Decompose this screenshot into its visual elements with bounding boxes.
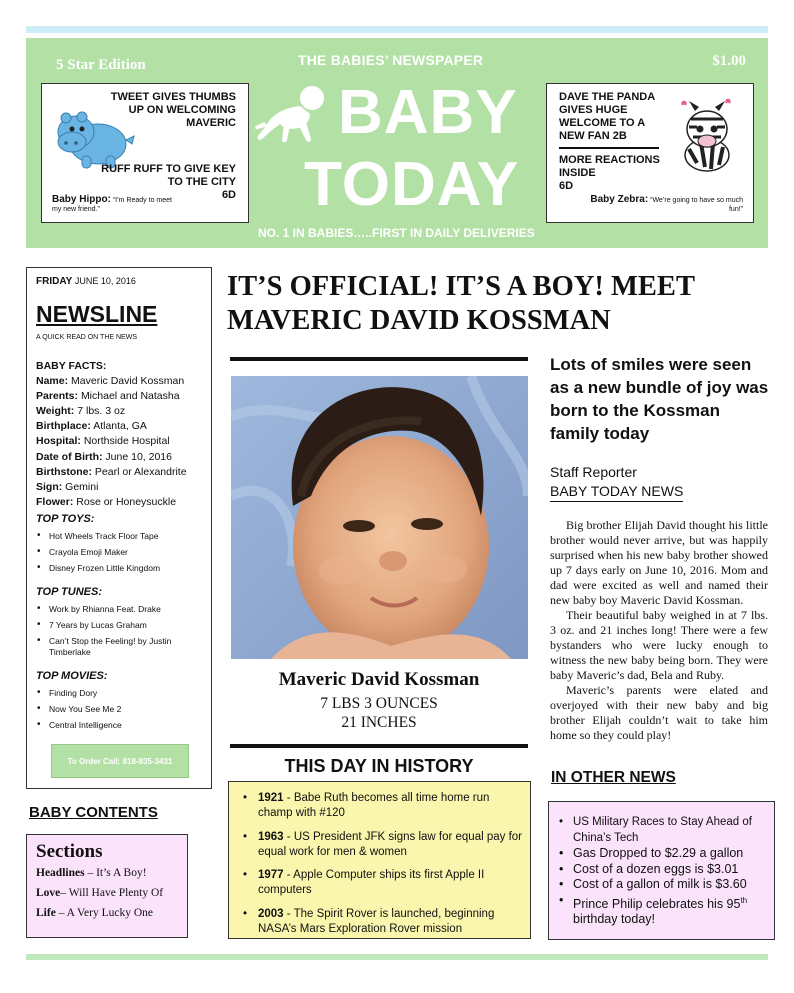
- dateline: FRIDAY JUNE 10, 2016: [36, 276, 136, 287]
- fact-row: Sign: Gemini: [36, 480, 99, 493]
- divider: [230, 744, 528, 748]
- promo-box-zebra[interactable]: [546, 83, 754, 223]
- other-news-list: [559, 815, 771, 928]
- promo-page-ref: 6D: [559, 180, 574, 192]
- baby-contents-title: BABY CONTENTS: [29, 804, 158, 821]
- price-label: $1.00: [712, 53, 746, 69]
- list-item: • Central Intelligence: [36, 720, 206, 731]
- baby-photo: [231, 376, 528, 659]
- story-paragraph: Their beautiful baby weighed in at 7 lbs. 3 oz. and 21 inches long! There were a few bystanders who were lucky enough to witness the new baby being born. They were baby Maveric’s dad, Bela and Ruby.: [550, 608, 768, 682]
- promo-headline: RUFF RUFF TO GIVE KEY TO THE CITY 6D: [86, 163, 236, 202]
- promo-headline: TWEET GIVES THUMBS UP ON WELCOMING MAVERIC: [110, 91, 236, 129]
- list-item: • Disney Frozen Little Kingdom: [36, 563, 206, 574]
- history-item: • 1921 - Babe Ruth becomes all time home run champ with #120: [243, 791, 523, 821]
- sections-title: Sections: [36, 841, 103, 862]
- top-toys-title: TOP TOYS:: [36, 513, 95, 525]
- byline-role: Staff Reporter: [550, 464, 637, 480]
- promo-caption: Baby Hippo: “I’m Ready to meet my new friend.”: [52, 194, 172, 213]
- list-item: • Work by Rhianna Feat. Drake: [36, 604, 206, 615]
- history-item: • 1977 - Apple Computer ships its first Apple II computers: [243, 868, 523, 898]
- fact-row: Flower: Rose or Honeysuckle: [36, 495, 177, 508]
- newsline-title: NEWSLINE: [36, 301, 158, 327]
- news-item: • US Military Races to Stay Ahead of China’s Tech: [559, 815, 771, 846]
- fact-row: Birthplace: Atlanta, GA: [36, 420, 147, 433]
- baby-facts-title: BABY FACTS:: [36, 360, 107, 372]
- list-item: • 7 Years by Lucas Graham: [36, 620, 206, 631]
- order-call-button[interactable]: To Order Call: 818-835-3431: [51, 744, 189, 778]
- top-stripe: [26, 26, 768, 33]
- promo-page-ref: 6D: [221, 189, 236, 201]
- news-item: • Cost of a dozen eggs is $3.01: [559, 862, 771, 878]
- list-item: • Hot Wheels Track Floor Tape: [36, 531, 206, 542]
- byline: [550, 463, 683, 502]
- bottom-stripe: [26, 954, 768, 960]
- story-paragraph: Maveric’s parents were elated and overjoyed with their new baby and big brother Elijah couldn’t wait to take him home so they could play!: [550, 683, 768, 742]
- masthead-title-line1: BABY: [338, 78, 518, 147]
- story-body: [550, 518, 768, 743]
- sections-box: [26, 834, 188, 938]
- history-list: [243, 791, 523, 945]
- fact-row: Name: Maveric David Kossman: [36, 375, 185, 388]
- byline-desk: BABY TODAY NEWS: [550, 482, 683, 502]
- promo-box-hippo[interactable]: [41, 83, 249, 223]
- edition-label: 5 Star Edition: [56, 57, 146, 73]
- list-item: • Crayola Emoji Maker: [36, 547, 206, 558]
- other-news-title: IN OTHER NEWS: [551, 769, 676, 786]
- hippo-icon: [50, 102, 140, 172]
- newsline-sidebar: [26, 267, 212, 789]
- masthead: [26, 38, 768, 248]
- history-title: THIS DAY IN HISTORY: [284, 756, 474, 776]
- promo-headline: DAVE THE PANDA GIVES HUGE WELCOME TO A NEW FAN 2B: [559, 91, 655, 142]
- other-news-box: [548, 801, 775, 940]
- crawling-baby-icon: [254, 84, 338, 146]
- story-paragraph: Big brother Elijah David thought his little brother would never arrive, but was happily surprised when his new baby brother showed up 7 days early on June 10, 2016. Mom and dad were excited as well and named their new baby boy Maveric David Kossman.: [550, 518, 768, 607]
- fact-row: Weight: 7 lbs. 3 oz: [36, 405, 126, 418]
- top-tunes-title: TOP TUNES:: [36, 586, 103, 598]
- zebra-icon: [667, 97, 745, 177]
- fact-row: Date of Birth: June 10, 2016: [36, 450, 172, 463]
- news-item: • Gas Dropped to $2.29 a gallon: [559, 846, 771, 862]
- story-deck: Lots of smiles were seen as a new bundle of joy was born to the Kossman family today: [550, 355, 769, 443]
- promo-divider: [559, 147, 659, 149]
- list-item: • Finding Dory: [36, 688, 206, 699]
- list-item: • Now You See Me 2: [36, 704, 206, 715]
- masthead-tagline: NO. 1 IN BABIES…..FIRST IN DAILY DELIVERIES: [258, 226, 535, 240]
- promo-caption: Baby Zebra: “We’re going to have so much fun!”: [590, 194, 743, 213]
- photo-caption-weight: 7 LBS 3 OUNCES: [320, 695, 438, 712]
- divider: [230, 357, 528, 361]
- top-movies-title: TOP MOVIES:: [36, 670, 108, 682]
- section-item[interactable]: Love– Will Have Plenty Of: [36, 887, 164, 899]
- top-toys-list: [36, 531, 206, 579]
- top-tunes-list: [36, 604, 206, 663]
- news-item: • Prince Philip celebrates his 95th birthday today!: [559, 893, 771, 928]
- news-item: • Cost of a gallon of milk is $3.60: [559, 877, 771, 893]
- history-box: [228, 781, 531, 939]
- history-item: • 1963 - US President JFK signs law for equal pay for equal work for men & women: [243, 830, 523, 860]
- photo-caption-length: 21 INCHES: [341, 714, 417, 731]
- section-item[interactable]: Headlines – It’s A Boy!: [36, 867, 147, 879]
- masthead-title-line2: TODAY: [304, 150, 520, 219]
- promo-headline: MORE REACTIONS INSIDE 6D: [559, 154, 669, 193]
- main-headline: IT’S OFFICIAL! IT’S A BOY! MEET MAVERIC DAVID KOSSMAN: [227, 271, 695, 336]
- newsline-subtitle: A QUICK READ ON THE NEWS: [36, 334, 137, 341]
- masthead-kicker: THE BABIES’ NEWSPAPER: [298, 52, 484, 68]
- section-item[interactable]: Life – A Very Lucky One: [36, 907, 154, 919]
- history-item: • 2003 - The Spirit Rover is launched, beginning NASA’s Mars Exploration Rover mission: [243, 907, 523, 937]
- baby-facts: [36, 359, 208, 510]
- fact-row: Birthstone: Pearl or Alexandrite: [36, 465, 187, 478]
- list-item: • Can’t Stop the Feeling! by Justin Timberlake: [36, 636, 206, 657]
- photo-caption-name: Maveric David Kossman: [278, 669, 480, 690]
- top-movies-list: [36, 688, 206, 736]
- fact-row: Parents: Michael and Natasha: [36, 390, 180, 403]
- fact-row: Hospital: Northside Hospital: [36, 435, 170, 448]
